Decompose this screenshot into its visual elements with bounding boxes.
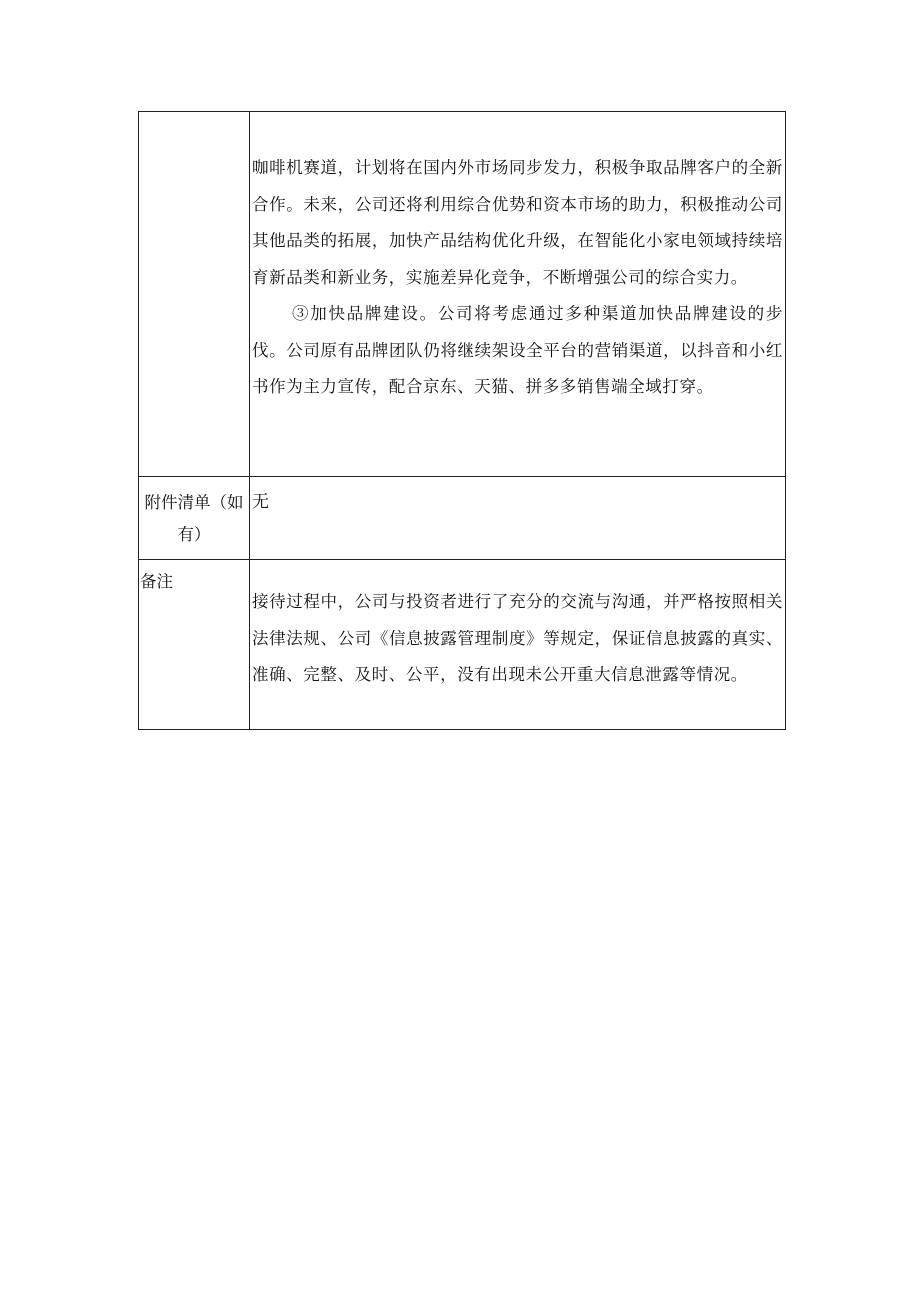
row-label-cell (139, 112, 250, 477)
content-paragraph: 咖啡机赛道，计划将在国内外市场同步发力，积极争取品牌客户的全新合作。未来，公司还将利用综合优势和资本市场的助力，积极推动公司其他品类的拓展，加快产品结构优化升级，在智能化小家电领域持续培育新品类和新业务，实施差异化竞争，不断增强公司的综合实力。 (252, 158, 783, 287)
investor-relations-table (138, 111, 786, 730)
attachment-list-label: 附件清单（如有） (139, 477, 250, 560)
remarks-paragraph: 接待过程中，公司与投资者进行了充分的交流与沟通，并严格按照相关法律法规、公司《信息披露管理制度》等规定，保证信息披露的真实、准确、完整、及时、公平，没有出现未公开重大信息泄露等情况。 (252, 592, 783, 684)
table-row (139, 112, 786, 477)
attachment-value: 无 (252, 492, 269, 512)
table-row (139, 477, 786, 560)
table-row (139, 560, 786, 730)
attachment-list-value (250, 477, 786, 560)
content-paragraph: ③加快品牌建设。公司将考虑通过多种渠道加快品牌建设的步伐。公司原有品牌团队仍将继续架设全平台的营销渠道，以抖音和小红书作为主力宣传，配合京东、天猫、拼多多销售端全域打穿。 (252, 304, 783, 396)
remarks-label: 备注 (139, 560, 250, 730)
remarks-cell (250, 560, 786, 730)
content-cell (250, 112, 786, 477)
